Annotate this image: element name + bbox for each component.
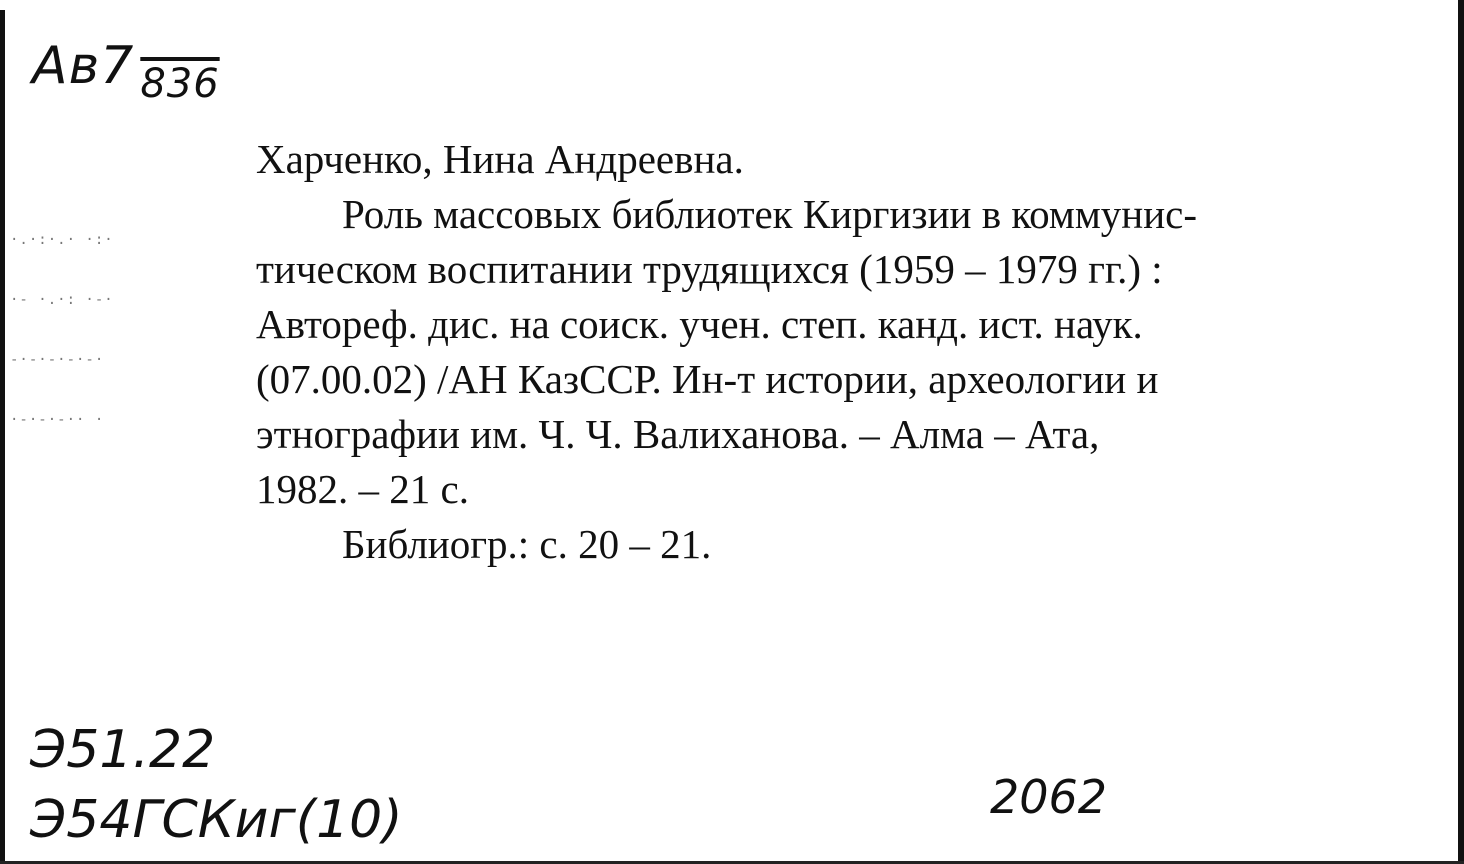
title-line: (07.00.02) /АН КазССР. Ин-т истории, археологии и: [256, 356, 1159, 402]
classification-code-2: Э54ГСКиг(10): [30, 790, 403, 850]
title-line: тическом воспитании трудящихся (1959 – 1979 гг.) :: [256, 246, 1163, 292]
title-block: [256, 187, 1426, 517]
card-left-edge: [0, 10, 5, 864]
card-right-edge: [1458, 0, 1464, 864]
shelf-code: [32, 36, 220, 107]
bibliography-note: Библиогр.: с. 20 – 21.: [342, 521, 712, 567]
title-line: 1982. – 21 с.: [256, 466, 469, 512]
shelf-code-prefix: Ав7: [32, 36, 135, 96]
title-line: этнографии им. Ч. Ч. Валиханова. – Алма – Ата,: [256, 411, 1100, 457]
title-line: Роль массовых библиотек Киргизии в коммунис-: [342, 191, 1198, 237]
scan-noise: ·.·:·.· ·:· ·- ·.·: ·-· -·-·-·-·-· ·-·-·-·· ·: [10, 232, 114, 428]
author-heading: Харченко, Нина Андреевна.: [256, 136, 744, 182]
bibliographic-entry: [256, 132, 1426, 572]
classification-code-1: Э51.22: [30, 720, 216, 780]
shelf-code-number: 836: [140, 61, 220, 107]
inventory-number: 2062: [990, 770, 1108, 824]
title-line: Автореф. дис. на соиск. учен. степ. канд. ист. наук.: [256, 301, 1143, 347]
